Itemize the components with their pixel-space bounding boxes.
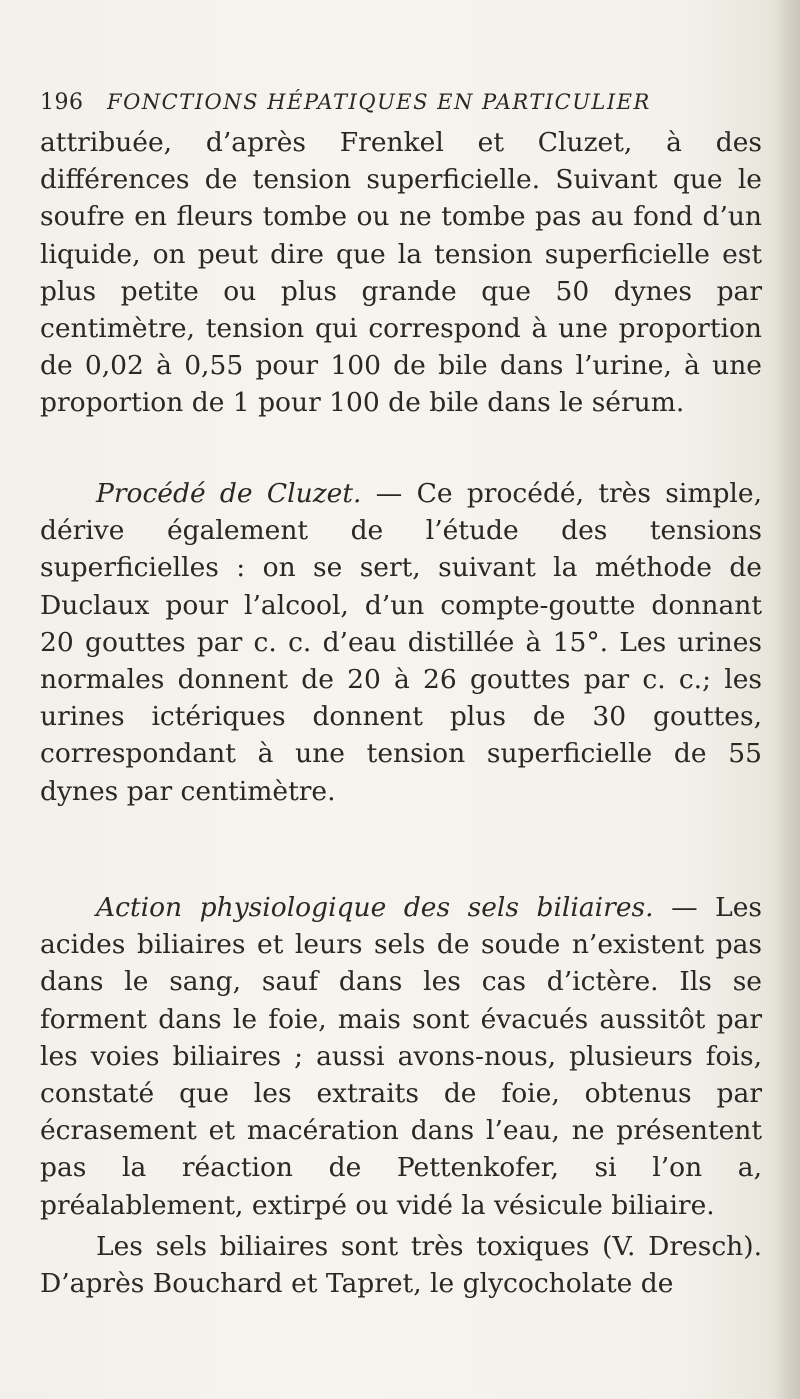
paragraph-continuation: attribuée, d’après Frenkel et Cluzet, à des différences de tension superficielle. Suivant que le soufre en fleurs tombe ou ne tombe pas au fond d’un liquide, on peut dire que la tension superficielle est plus petite ou plus grande que 50 dynes par centimètre, tension qui correspond à une proportion de 0,02 à 0,55 pour 100 de bile dans l’urine, à une proportion de 1 pour 100 de bile dans le sérum. xyxy=(40,127,762,419)
paragraph-body-action-physiologique: — Les acides biliaires et leurs sels de soude n’existent pas dans le sang, sauf dans les cas d’ictère. Ils se forment dans le foie, mais sont évacués aussitôt par les voies biliaires ; aussi avons-nous, plusieurs fois, constaté que les extraits de foie, obtenus par écrasement et macération dans l’eau, ne présentent pas la réaction de Pettenkofer, si l’on a, préalablement, extirpé ou vidé la vésicule biliaire. xyxy=(40,892,762,1221)
page-number: 196 xyxy=(40,90,84,115)
paragraph-procede-cluzet xyxy=(40,475,762,810)
paragraph-body-procede-cluzet: — Ce procédé, très simple, dérive également de l’étude des tensions superficielles : on se sert, suivant la méthode de Duclaux pour l’alcool, d’un compte-goutte donnant 20 gouttes par c. c. d’eau distillée à 15°. Les urines normales donnent de 20 à 26 gouttes par c. c.; les urines ictériques donnent plus de 30 gouttes, correspondant à une tension superficielle de 55 dynes par centimètre. xyxy=(40,478,762,807)
running-title: FONCTIONS HÉPATIQUES EN PARTICULIER xyxy=(107,90,651,114)
page-edge-shadow xyxy=(774,0,800,1399)
paragraph-sels-biliaires: Les sels biliaires sont très toxiques (V. Dresch). D’après Bouchard et Tapret, le glycocholate de xyxy=(40,1231,762,1300)
section-heading-procede-cluzet: Procédé de Cluzet. xyxy=(96,478,362,509)
paragraph-action-physiologique xyxy=(40,889,762,1224)
section-heading-action-physiologique: Action physiologique des sels biliaires. xyxy=(96,892,654,923)
